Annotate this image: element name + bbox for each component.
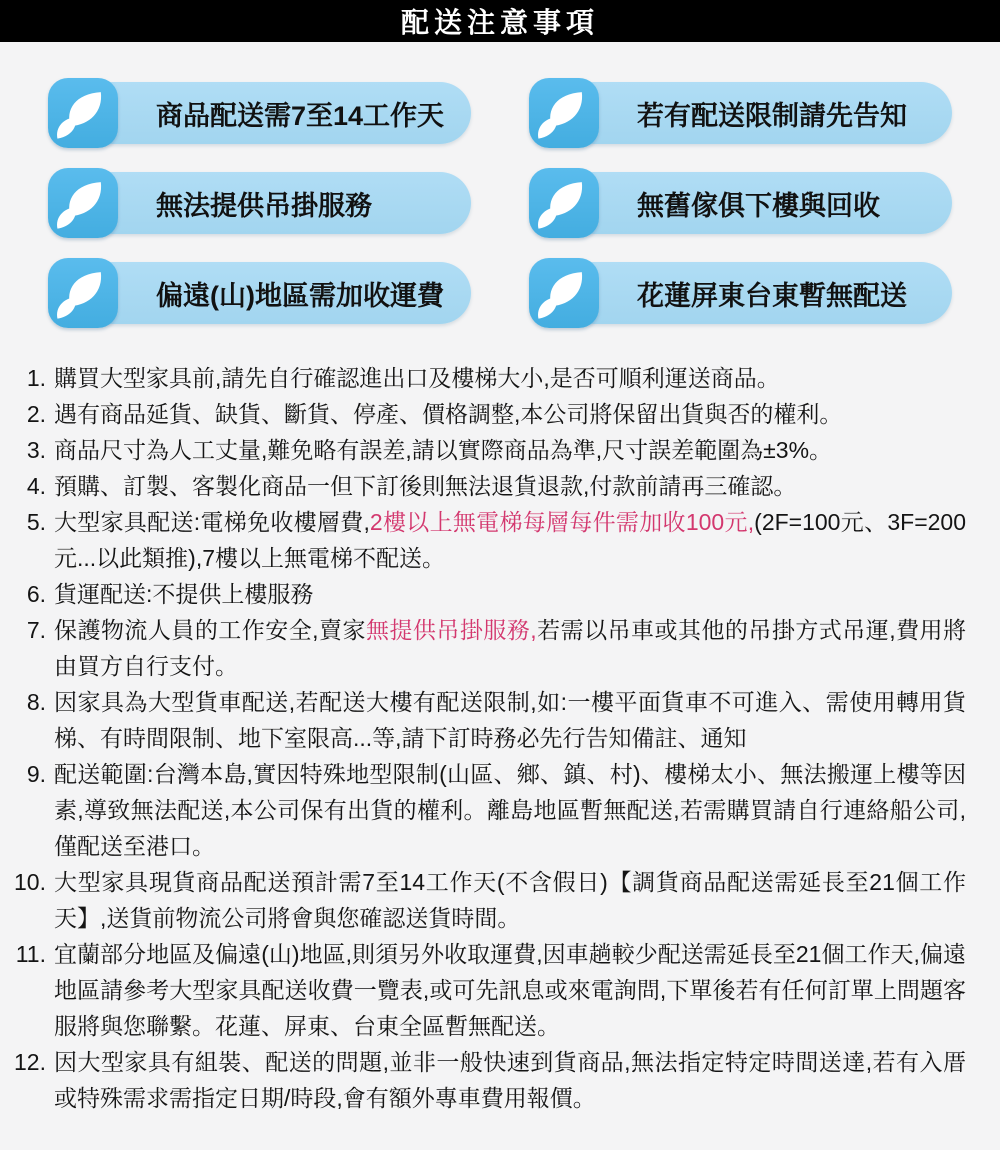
- note-plain-text: 購買大型家具前,請先自行確認進出口及樓梯大小,是否可順利運送商品。: [54, 365, 780, 391]
- badge-grid: [0, 42, 1000, 328]
- note-number: 6.: [26, 581, 46, 607]
- note-number: 1.: [26, 365, 46, 391]
- badge-label: 若有配送限制請先告知: [637, 100, 907, 131]
- note-text: [54, 576, 1000, 612]
- note-highlight-text: 無提供吊掛服務,: [365, 617, 537, 643]
- delivery-badge-4: [529, 168, 952, 238]
- note-number: 12.: [14, 1049, 46, 1075]
- note-item-8: [0, 684, 1000, 756]
- note-plain-text: 預購、訂製、客製化商品一但下訂後則無法退貨退款,付款前請再三確認。: [54, 473, 797, 499]
- badge-label: 偏遠(山)地區需加收運費: [156, 280, 444, 311]
- note-text: [54, 504, 1000, 576]
- note-number: 3.: [26, 437, 46, 463]
- note-plain-text: 因大型家具有組裝、配送的問題,並非一般快速到貨商品,無法指定特定時間送達,若有入厝或特殊需求需指定日期/時段,會有額外專車費用報價。: [54, 1049, 966, 1111]
- note-text: [54, 360, 1000, 396]
- note-text: [54, 432, 1000, 468]
- note-plain-text: 大型家具配送:電梯免收樓層費,: [54, 509, 370, 535]
- note-text: [54, 936, 1000, 1044]
- note-plain-text: 貨運配送:不提供上樓服務: [54, 581, 314, 607]
- delivery-badge-6: [529, 258, 952, 328]
- delivery-badge-2: [529, 78, 952, 148]
- leaf-icon: [48, 258, 118, 328]
- note-text: [54, 756, 1000, 864]
- note-number: 10.: [14, 869, 46, 895]
- badge-label: 無法提供吊掛服務: [156, 190, 372, 221]
- note-text: [54, 864, 1000, 936]
- badge-label: 花蓮屏東台東暫無配送: [637, 280, 907, 311]
- note-item-11: [0, 936, 1000, 1044]
- note-highlight-text: 2樓以上無電梯每層每件需加收100元,: [369, 509, 755, 535]
- note-number: 9.: [26, 761, 46, 787]
- note-number: 7.: [26, 617, 46, 643]
- note-plain-text: 因家具為大型貨車配送,若配送大樓有配送限制,如:一樓平面貨車不可進入、需使用轉用貨梯、有時間限制、地下室限高...等,請下訂時務必先行告知備註、通知: [54, 689, 966, 751]
- page-title: 配送注意事項: [400, 7, 599, 38]
- note-item-6: [0, 576, 1000, 612]
- badge-label: 無舊傢俱下樓與回收: [637, 190, 880, 221]
- note-item-10: [0, 864, 1000, 936]
- note-item-3: [0, 432, 1000, 468]
- notes-list: [0, 360, 1000, 1136]
- leaf-icon: [48, 168, 118, 238]
- badge-pill: [543, 172, 952, 234]
- leaf-icon: [529, 258, 599, 328]
- note-text: [54, 612, 1000, 684]
- badge-pill: [62, 82, 471, 144]
- delivery-badge-3: [48, 168, 471, 238]
- note-text: [54, 684, 1000, 756]
- delivery-badge-1: [48, 78, 471, 148]
- badge-pill: [543, 262, 952, 324]
- leaf-icon: [529, 168, 599, 238]
- note-item-5: [0, 504, 1000, 576]
- note-text: [54, 1044, 1000, 1116]
- note-plain-text: (2F=100元、3F=200元...以此類推),7樓以上無電梯不配送。: [54, 509, 967, 571]
- badge-pill: [62, 262, 471, 324]
- note-number: 11.: [15, 941, 46, 967]
- note-plain-text: 若需以吊車或其他的吊掛方式吊運,費用將由買方自行支付。: [54, 617, 967, 679]
- note-number: 5.: [26, 509, 46, 535]
- note-plain-text: 遇有商品延貨、缺貨、斷貨、停產、價格調整,本公司將保留出貨與否的權利。: [54, 401, 843, 427]
- note-item-9: [0, 756, 1000, 864]
- note-item-12: [0, 1044, 1000, 1116]
- badge-label: 商品配送需7至14工作天: [156, 100, 445, 131]
- leaf-icon: [529, 78, 599, 148]
- delivery-badge-5: [48, 258, 471, 328]
- note-item-7: [0, 612, 1000, 684]
- note-plain-text: 大型家具現貨商品配送預計需7至14工作天(不含假日)【調貨商品配送需延長至21個工作天】,送貨前物流公司將會與您確認送貨時間。: [54, 869, 966, 931]
- note-plain-text: 宜蘭部分地區及偏遠(山)地區,則須另外收取運費,因車趟較少配送需延長至21個工作天,偏遠地區請參考大型家具配送收費一覽表,或可先訊息或來電詢問,下單後若有任何訂單上問題客服將與您聯繫。花蓮、屏東、台東全區暫無配送。: [54, 941, 966, 1039]
- note-number: 8.: [26, 689, 46, 715]
- badge-pill: [62, 172, 471, 234]
- header-bar: [0, 0, 1000, 42]
- note-plain-text: 商品尺寸為人工丈量,難免略有誤差,請以實際商品為準,尺寸誤差範圍為±3%。: [54, 437, 833, 463]
- badge-pill: [543, 82, 952, 144]
- note-item-2: [0, 396, 1000, 432]
- note-plain-text: 配送範圍:台灣本島,實因特殊地型限制(山區、鄉、鎮、村)、樓梯太小、無法搬運上樓等因素,導致無法配送,本公司保有出貨的權利。離島地區暫無配送,若需購買請自行連絡船公司,僅配送至港口。: [54, 761, 966, 859]
- note-number: 2.: [26, 401, 46, 427]
- note-item-1: [0, 360, 1000, 396]
- leaf-icon: [48, 78, 118, 148]
- note-item-4: [0, 468, 1000, 504]
- note-number: 4.: [26, 473, 46, 499]
- note-plain-text: 保護物流人員的工作安全,賣家: [54, 617, 366, 643]
- note-text: [54, 468, 1000, 504]
- note-text: [54, 396, 1000, 432]
